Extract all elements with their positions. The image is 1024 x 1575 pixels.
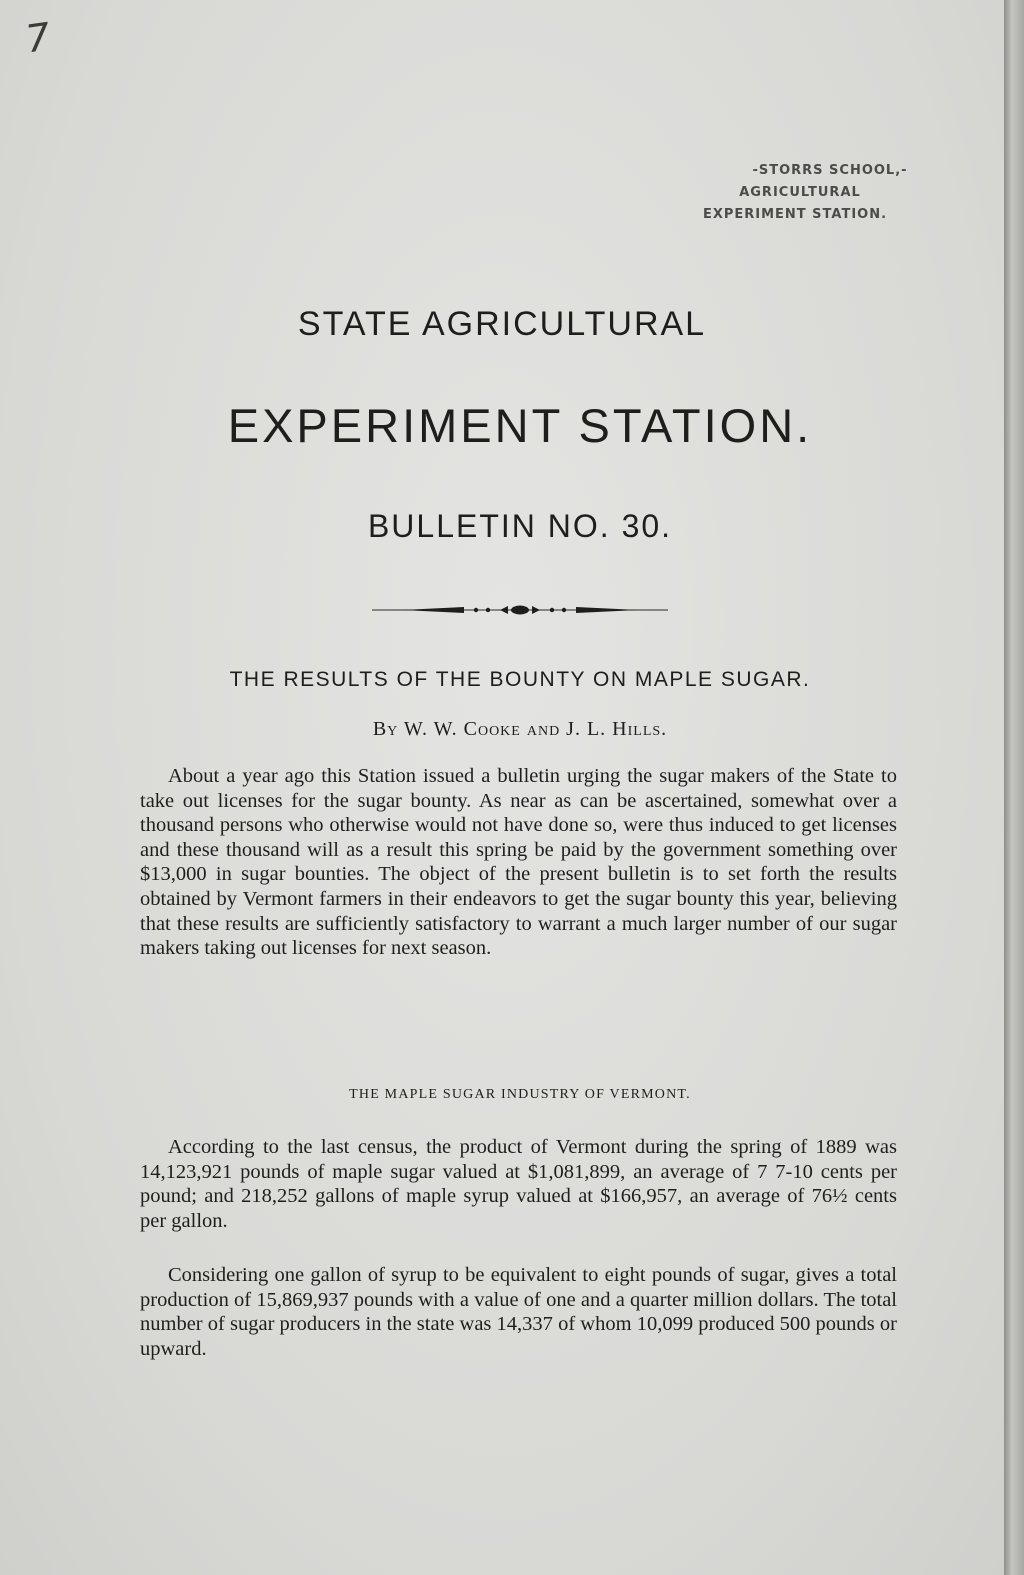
stamp-line-3: EXPERIMENT STATION. xyxy=(702,207,888,222)
census-paragraph: According to the last census, the product of Vermont during the spring of 1889 was 14,123,921 pounds of maple sugar valued at $1,081,899, an average of 7 7-10 cents per pound; and 218,252 gallons of maple syrup valued at $166,957, an average of 76½ cents per gallon. xyxy=(140,1136,897,1232)
library-stamp xyxy=(640,160,960,226)
header-state-agricultural: STATE AGRICULTURAL xyxy=(297,305,707,343)
intro-paragraph: About a year ago this Station issued a bulletin urging the sugar makers of the State to take out licenses for the sugar bounty. As near as can be ascertained, somewhat over a thousand persons who otherwise would not have done so, were thus induced to get licenses and these thousand will as a result this spring be paid by the government something over $13,000 in sugar bounties. The object of the present bulletin is to set forth the results obtained by Vermont farmers in their endeavors to get the sugar bounty this year, believing that these results are sufficiently satisfactory to warrant a much larger number of our sugar makers taking out licenses for next season. xyxy=(140,765,897,960)
census-paragraph-block xyxy=(140,1135,897,1233)
article-title: THE RESULTS OF THE BOUNTY ON MAPLE SUGAR. xyxy=(229,668,811,691)
intro-paragraph-block xyxy=(140,764,897,961)
header-experiment-station: EXPERIMENT STATION. xyxy=(227,399,813,452)
production-paragraph-block xyxy=(140,1263,897,1361)
section-heading: THE MAPLE SUGAR INDUSTRY OF VERMONT. xyxy=(349,1087,691,1102)
production-paragraph: Considering one gallon of syrup to be equivalent to eight pounds of sugar, gives a total production of 15,869,937 pounds with a value of one and a quarter million dollars. The total number of sugar producers in the state was 14,337 of whom 10,099 produced 500 pounds or upward. xyxy=(140,1264,897,1360)
byline-text: By W. W. Cooke and J. L. Hills. xyxy=(372,718,668,740)
stamp-line-2: AGRICULTURAL xyxy=(739,185,861,200)
ornament-divider xyxy=(372,601,668,619)
page-edge xyxy=(1004,0,1024,1575)
handwritten-page-mark: 7 xyxy=(23,14,54,62)
stamp-line-1: -STORRS SCHOOL,- xyxy=(752,163,908,178)
article-byline xyxy=(0,718,1024,741)
bulletin-number: BULLETIN NO. 30. xyxy=(367,508,673,544)
